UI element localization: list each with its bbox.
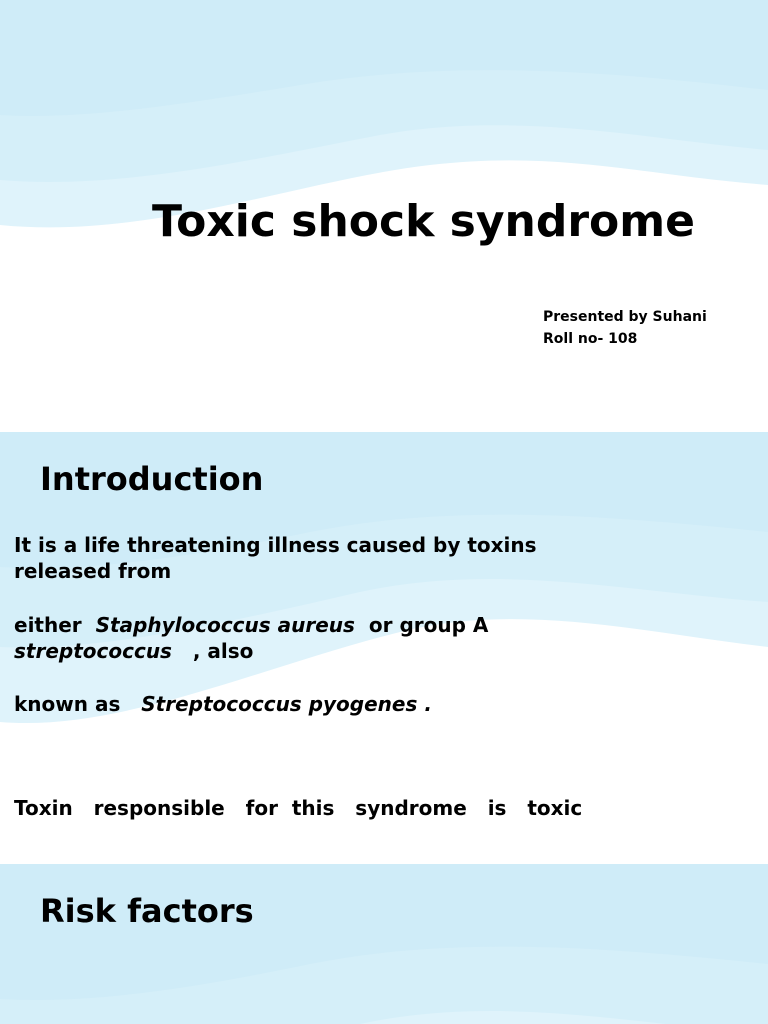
section-heading: Risk factors <box>40 892 254 930</box>
text-span: , also <box>171 639 254 663</box>
text-span: known as <box>14 692 142 716</box>
text-line: Toxin responsible for this syndrome is toxic <box>14 796 583 820</box>
text-line <box>14 612 674 638</box>
organism-name: streptococcus <box>14 639 172 663</box>
intro-paragraph-3 <box>14 691 674 717</box>
risk-paragraph-1 <box>40 974 640 1024</box>
introduction-slide <box>0 432 768 864</box>
text-span: either <box>14 613 96 637</box>
organism-name: Staphylococcus aureus <box>95 613 355 637</box>
section-heading: Introduction <box>40 460 264 498</box>
text-span: or group A <box>354 613 489 637</box>
roll-number: Roll no- 108 <box>543 331 638 347</box>
text-line <box>14 691 674 717</box>
organism-name: Streptococcus pyogenes . <box>141 692 432 716</box>
title-slide <box>0 0 768 432</box>
text-line: released from <box>14 559 172 583</box>
risk-factors-slide <box>0 864 768 1024</box>
intro-paragraph-5 <box>14 822 674 864</box>
intro-paragraph-1 <box>14 532 674 584</box>
intro-paragraph-2 <box>14 612 674 664</box>
slide-title: Toxic shock syndrome <box>152 196 695 247</box>
presenter-info <box>543 306 707 350</box>
presenter-name: Presented by Suhani <box>543 309 707 325</box>
text-line <box>14 638 674 664</box>
text-line: It is a life threatening illness caused by toxins <box>14 533 537 557</box>
